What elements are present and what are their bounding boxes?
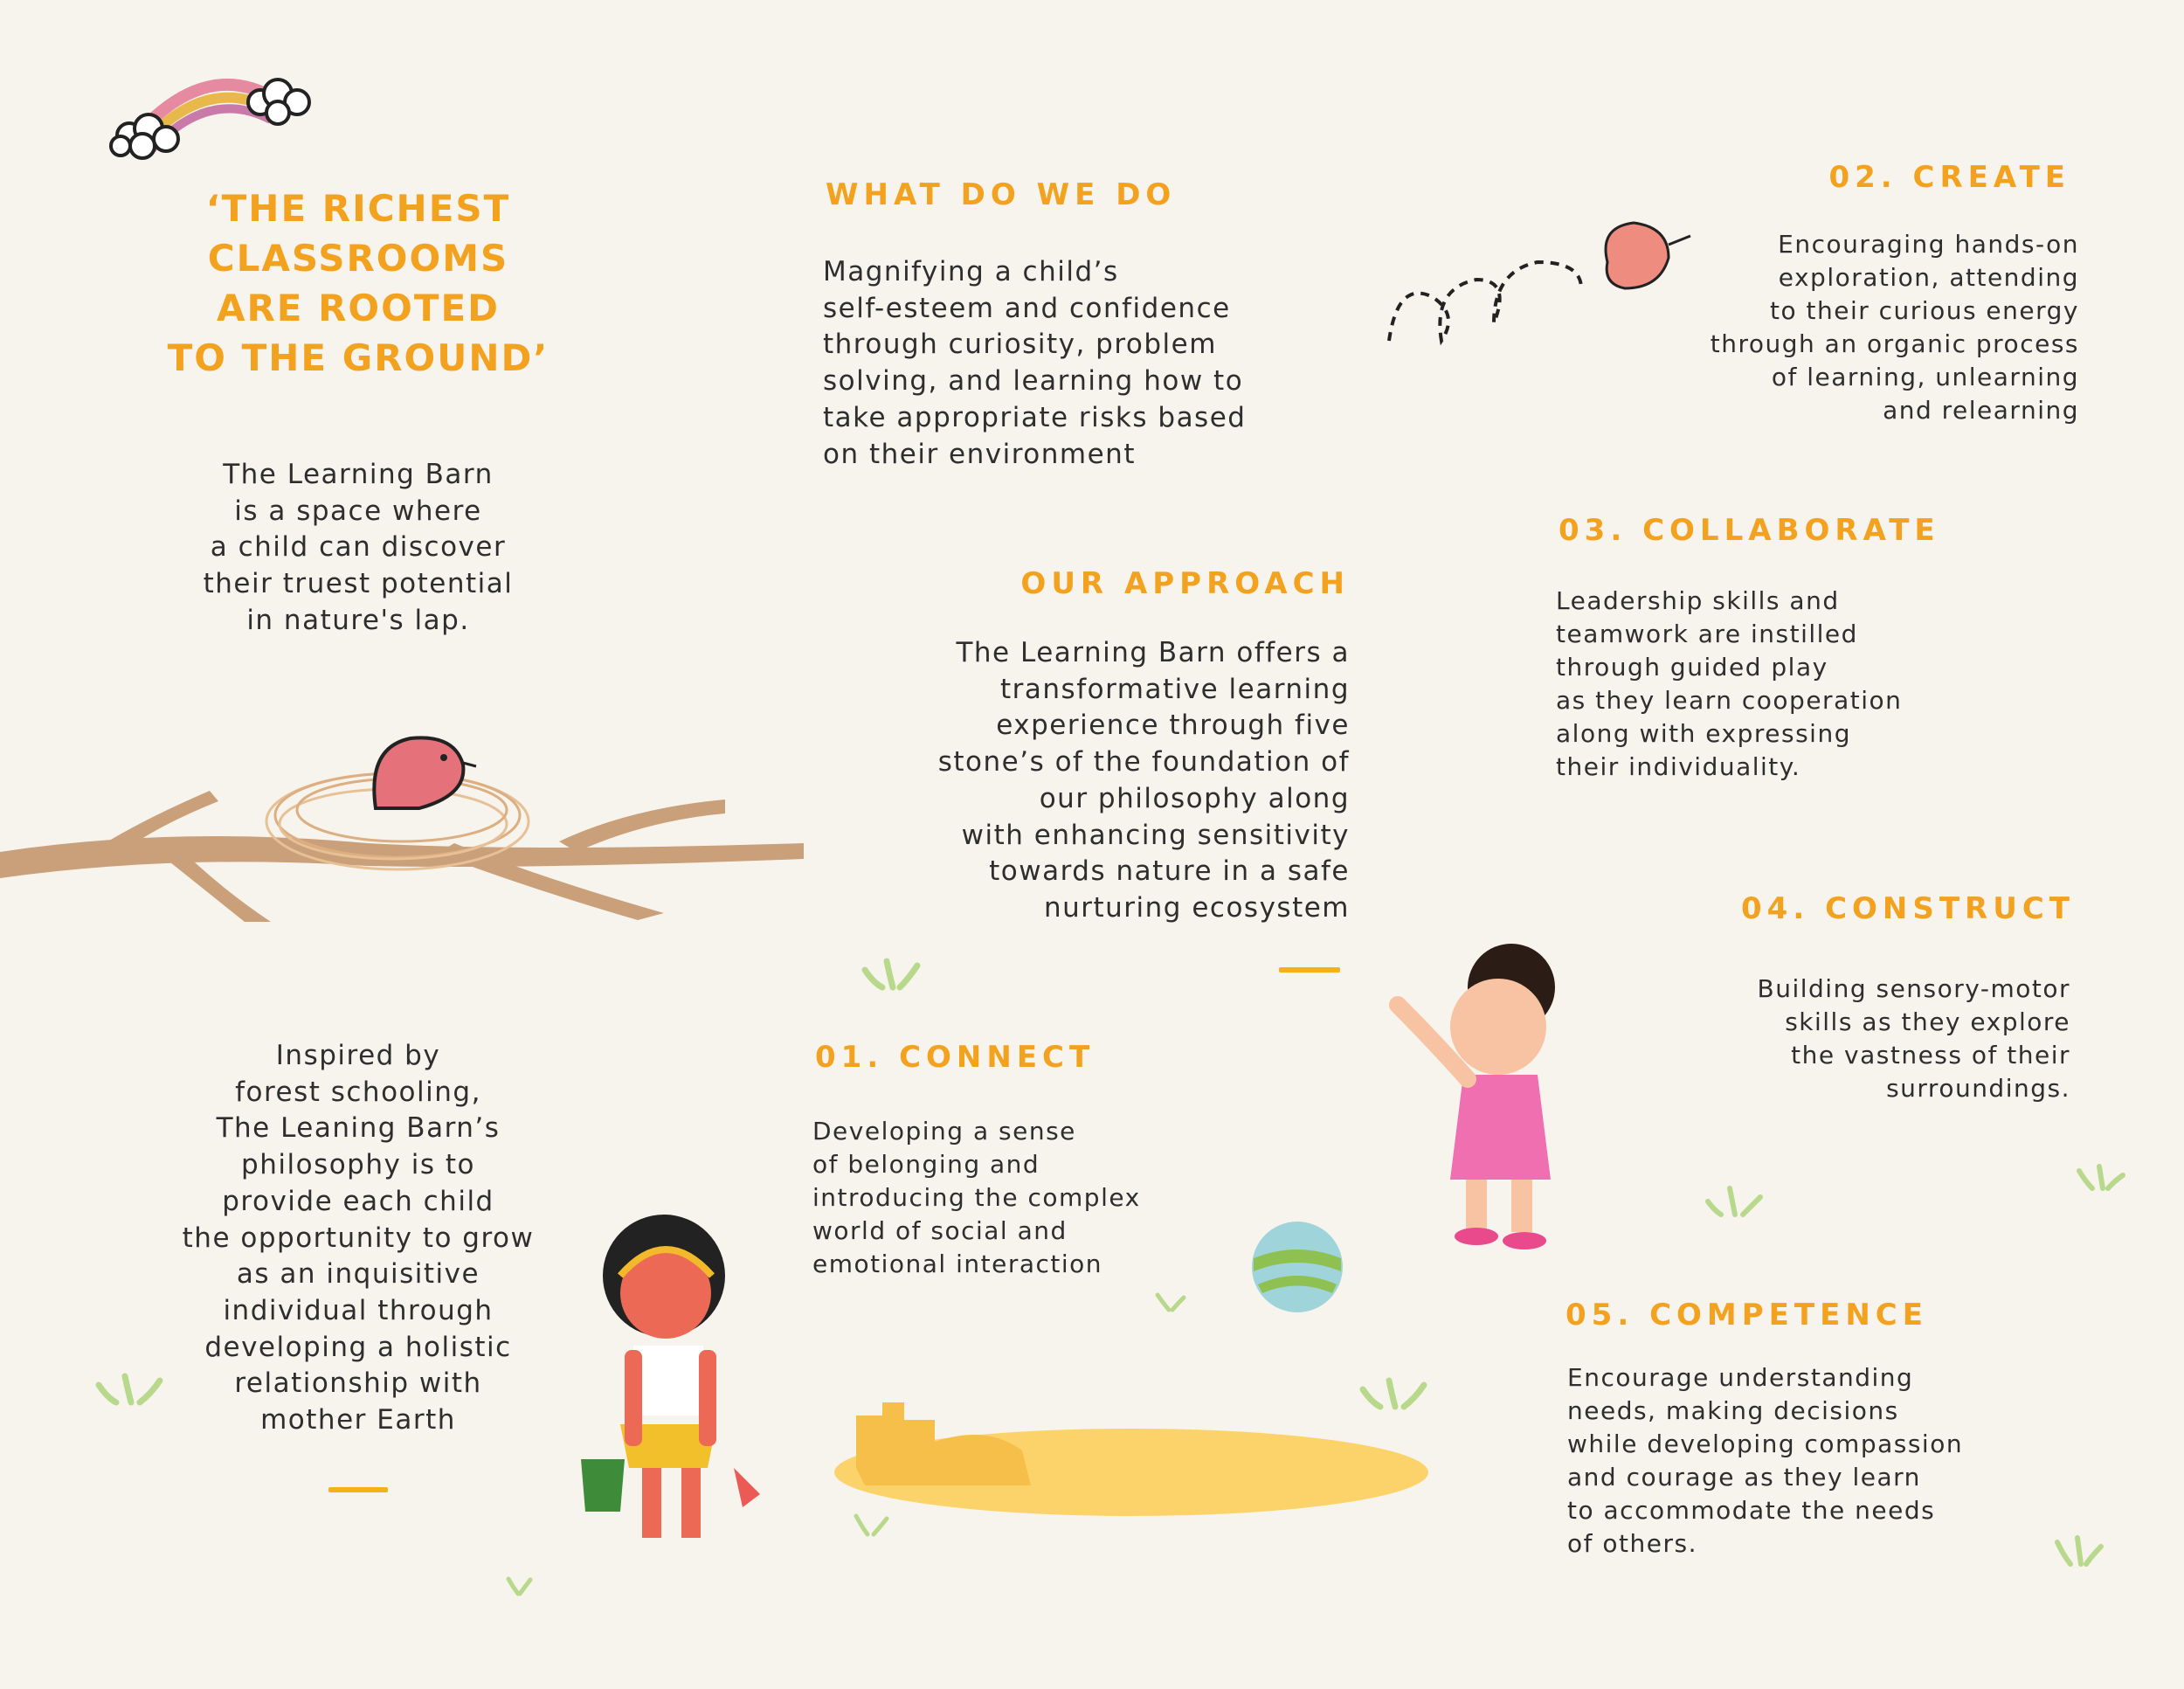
- what-we-do-text: Magnifying a child’s self-esteem and confidence through curiosity, problem solving, and learning how to take appropriate risks based on their environment: [823, 256, 1247, 470]
- grass-tuft-icon: [1153, 1291, 1188, 1312]
- sand-castle-illustration: [830, 1389, 1433, 1520]
- grass-tuft-icon: [94, 1372, 164, 1407]
- intro-text: The Learning Barn is a space where a child can discover their truest potential in nature's lap.: [203, 459, 514, 636]
- ball-illustration: [1249, 1219, 1345, 1315]
- rainbow-icon: [103, 66, 321, 162]
- competence-heading: 05. COMPETENCE: [1565, 1298, 1928, 1333]
- create-heading: 02. CREATE: [1828, 160, 2070, 195]
- quote-heading: ‘THE RICHEST CLASSROOMS ARE ROOTED TO THE GROUND’: [167, 187, 549, 379]
- bird-nest-illustration: [0, 712, 812, 931]
- grass-tuft-icon: [852, 1512, 891, 1538]
- grass-tuft-icon: [504, 1575, 535, 1596]
- collaborate-heading: 03. COLLABORATE: [1559, 513, 1940, 548]
- grass-tuft-icon: [2053, 1533, 2105, 1568]
- create-text: Encouraging hands-on exploration, attending to their curious energy through an organic process of learning, unlearning and relearning: [1710, 230, 2079, 425]
- inspired-text: Inspired by forest schooling, The Leaning Barn’s philosophy is to provide each child the opportunity to grow as an inquisitive individual through developing a holistic relationship with mother Earth: [182, 1040, 535, 1436]
- divider-dash-left: [328, 1487, 388, 1492]
- approach-text: The Learning Barn offers a transformative learning experience through five stone’s of the foundation of our philosophy along with enhancing sensitivity towards nature in a safe nurturing ecosystem: [937, 637, 1350, 924]
- what-we-do-heading: WHAT DO WE DO: [826, 177, 1177, 212]
- grass-tuft-icon: [1704, 1184, 1765, 1219]
- construct-heading: 04. CONSTRUCT: [1741, 891, 2075, 926]
- grass-tuft-icon: [2075, 1162, 2127, 1193]
- grass-tuft-icon: [1358, 1376, 1428, 1411]
- connect-heading: 01. CONNECT: [815, 1040, 1095, 1075]
- collaborate-text: Leadership skills and teamwork are instilled through guided play as they learn cooperation along with expressing their individuality.: [1556, 586, 1903, 781]
- flying-bird-illustration: [1380, 210, 1704, 350]
- divider-dash-approach: [1279, 967, 1340, 973]
- competence-text: Encourage understanding needs, making decisions while developing compassion and courage as they learn to accommodate the needs of others.: [1567, 1363, 1964, 1558]
- connect-text: Developing a sense of belonging and introducing the complex world of social and emotional interaction: [812, 1117, 1141, 1278]
- construct-text: Building sensory-motor skills as they explore the vastness of their surroundings.: [1757, 974, 2070, 1103]
- grass-tuft-icon: [856, 957, 926, 992]
- toddler-girl-illustration: [1380, 935, 1590, 1258]
- approach-heading: OUR APPROACH: [1020, 566, 1350, 601]
- girl-with-bucket-illustration: [559, 1206, 786, 1555]
